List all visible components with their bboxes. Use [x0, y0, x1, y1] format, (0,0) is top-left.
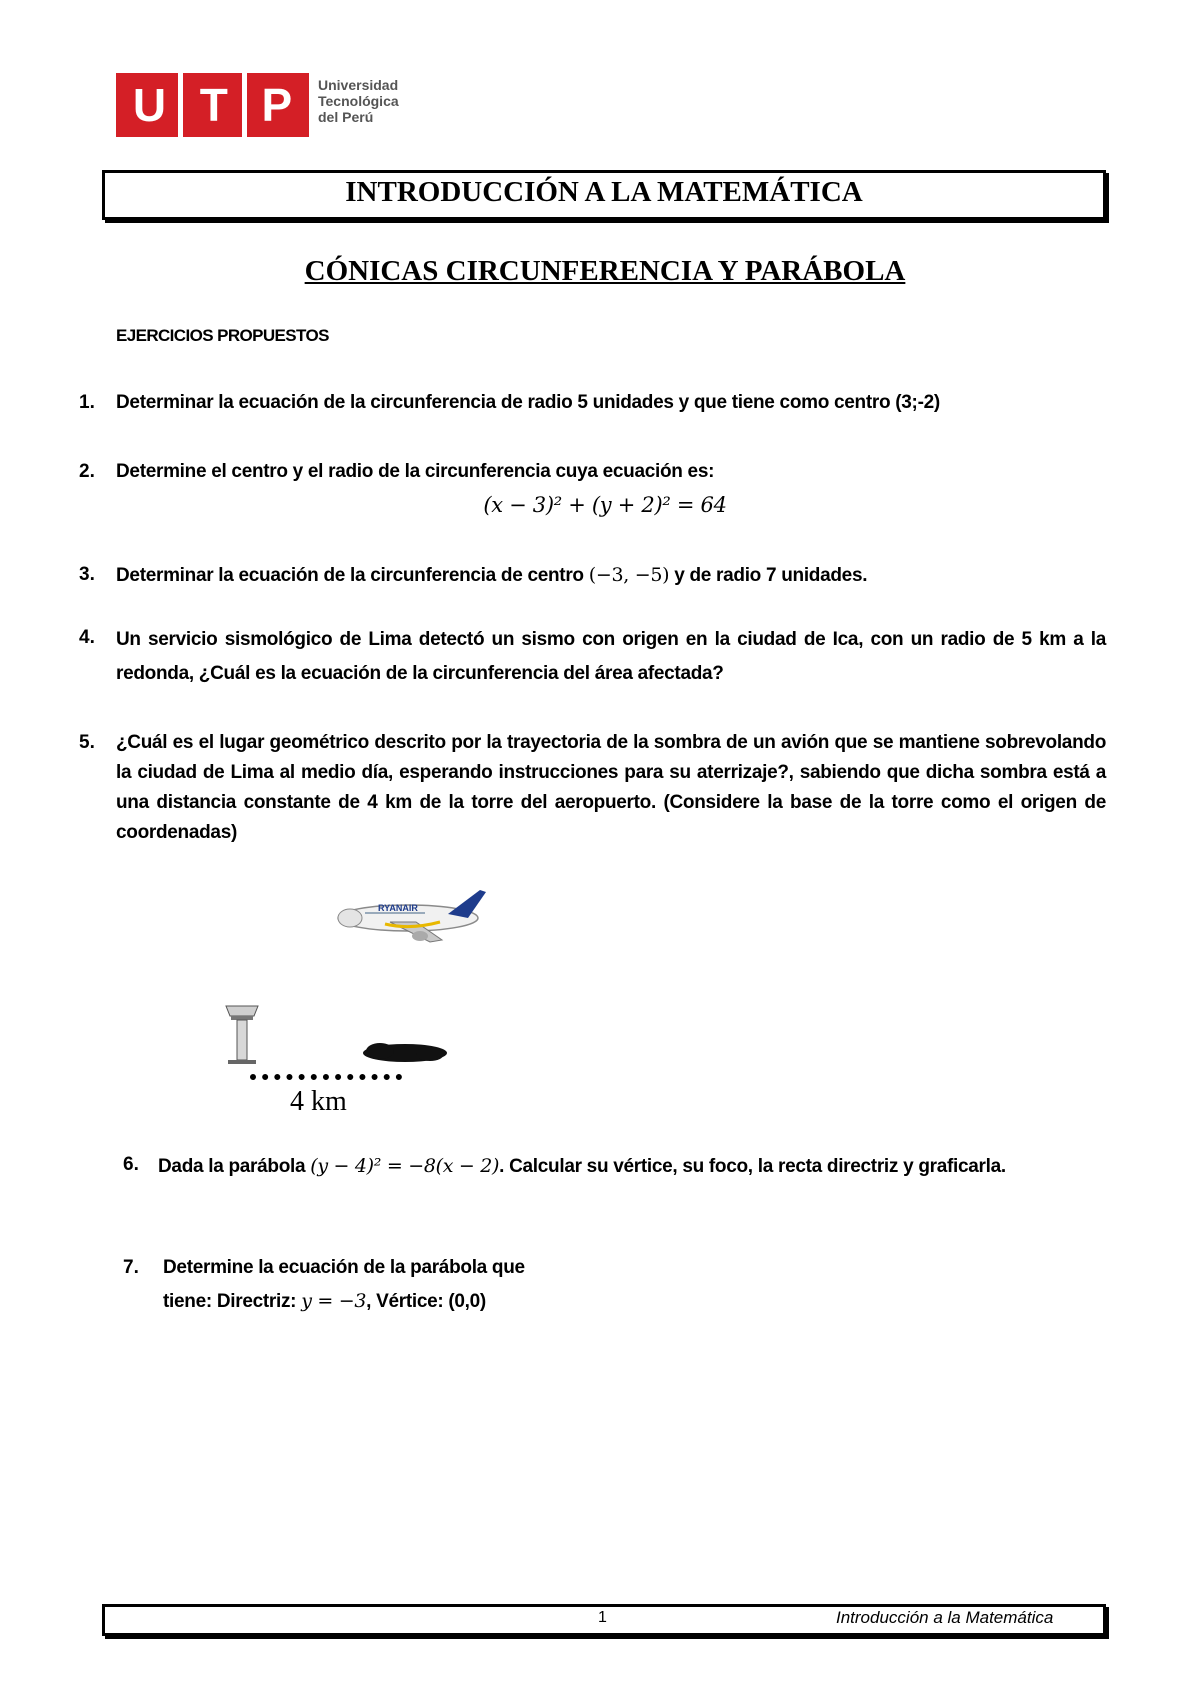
exercise-7-text-before: tiene: Directriz:: [163, 1291, 302, 1312]
exercise-number: 7.: [123, 1257, 139, 1278]
logo-letter-u: U: [132, 79, 167, 131]
logo-line: del Perú: [318, 109, 374, 125]
exercise-1-text: Determinar la ecuación de la circunferencia de radio 5 unidades y que tiene como centro (3;-2): [116, 392, 940, 413]
exercise-number: 2.: [79, 461, 95, 482]
logo-letter-p: P: [261, 79, 293, 131]
utp-logo: [116, 73, 416, 137]
airplane-image: [330, 886, 490, 946]
exercise-number: 3.: [79, 564, 95, 585]
exercise-number: 4.: [79, 627, 95, 648]
exercise-2-text: Determine el centro y el radio de la circunferencia cuya ecuación es:: [116, 461, 715, 482]
exercise-6-math: (y − 4)² = −8(x − 2): [310, 1155, 500, 1177]
airplane-livery-text: RYANAIR: [378, 903, 418, 913]
exercise-7-text-after: , Vértice: (0,0): [366, 1291, 486, 1312]
exercise-7-line-1: Determine la ecuación de la parábola que: [163, 1257, 525, 1278]
exercise-5-text: ¿Cuál es el lugar geométrico descrito por la trayectoria de la sombra de un avión que se mantiene sobrevolando la ciudad de Lima al medio día, esperando instrucciones para su aterrizaje?, sabiendo que dicha sombra está a una distancia constante de 4 km de la torre del aeropuerto. (Considere la base de la torre como el origen de coordenadas): [116, 732, 1106, 843]
airport-tower-icon: [222, 1004, 262, 1066]
logo-line: Tecnológica: [318, 93, 399, 109]
exercise-3-text-after: y de radio 7 unidades.: [669, 565, 868, 586]
exercise-number: 6.: [123, 1154, 139, 1175]
page-number: 1: [598, 1609, 607, 1626]
distance-dotted-line: [250, 1074, 402, 1080]
exercise-6-text-after: . Calcular su vértice, su foco, la recta directriz y graficarla.: [499, 1156, 1006, 1177]
exercise-3-text: [116, 560, 1106, 591]
page-title: INTRODUCCIÓN A LA MATEMÁTICA: [345, 176, 863, 208]
logo-divider: [178, 73, 183, 137]
exercise-7-line-2: [163, 1286, 863, 1317]
logo-line: Universidad: [318, 77, 399, 93]
footer-course-name: Introducción a la Matemática: [836, 1608, 1054, 1627]
exercise-6-text-before: Dada la parábola: [158, 1156, 311, 1177]
distance-label: 4 km: [290, 1086, 347, 1117]
exercise-2-equation: (x − 3)² + (y + 2)² = 64: [483, 493, 727, 517]
logo-divider: [242, 73, 247, 137]
section-heading: EJERCICIOS PROPUESTOS: [116, 326, 329, 345]
exercise-4-text: Un servicio sismológico de Lima detectó un sismo con origen en la ciudad de Ica, con un radio de 5 km a la redonda, ¿Cuál es la ecuación de la circunferencia del área afectada?: [116, 629, 1106, 684]
shadow-blob: [360, 1040, 450, 1066]
page-subtitle: CÓNICAS CIRCUNFERENCIA Y PARÁBOLA: [304, 255, 906, 287]
exercise-7-math: y = −3: [301, 1290, 367, 1312]
exercise-3-math: (−3, −5): [588, 564, 670, 586]
logo-letters: [116, 73, 309, 137]
logo-letter-t: T: [199, 79, 228, 131]
logo-university-name: [318, 77, 418, 125]
exercise-number: 5.: [79, 732, 95, 753]
exercise-3-text-before: Determinar la ecuación de la circunferencia de centro: [116, 565, 589, 586]
exercise-6-text: [158, 1150, 1058, 1183]
exercise-number: 1.: [79, 392, 95, 413]
